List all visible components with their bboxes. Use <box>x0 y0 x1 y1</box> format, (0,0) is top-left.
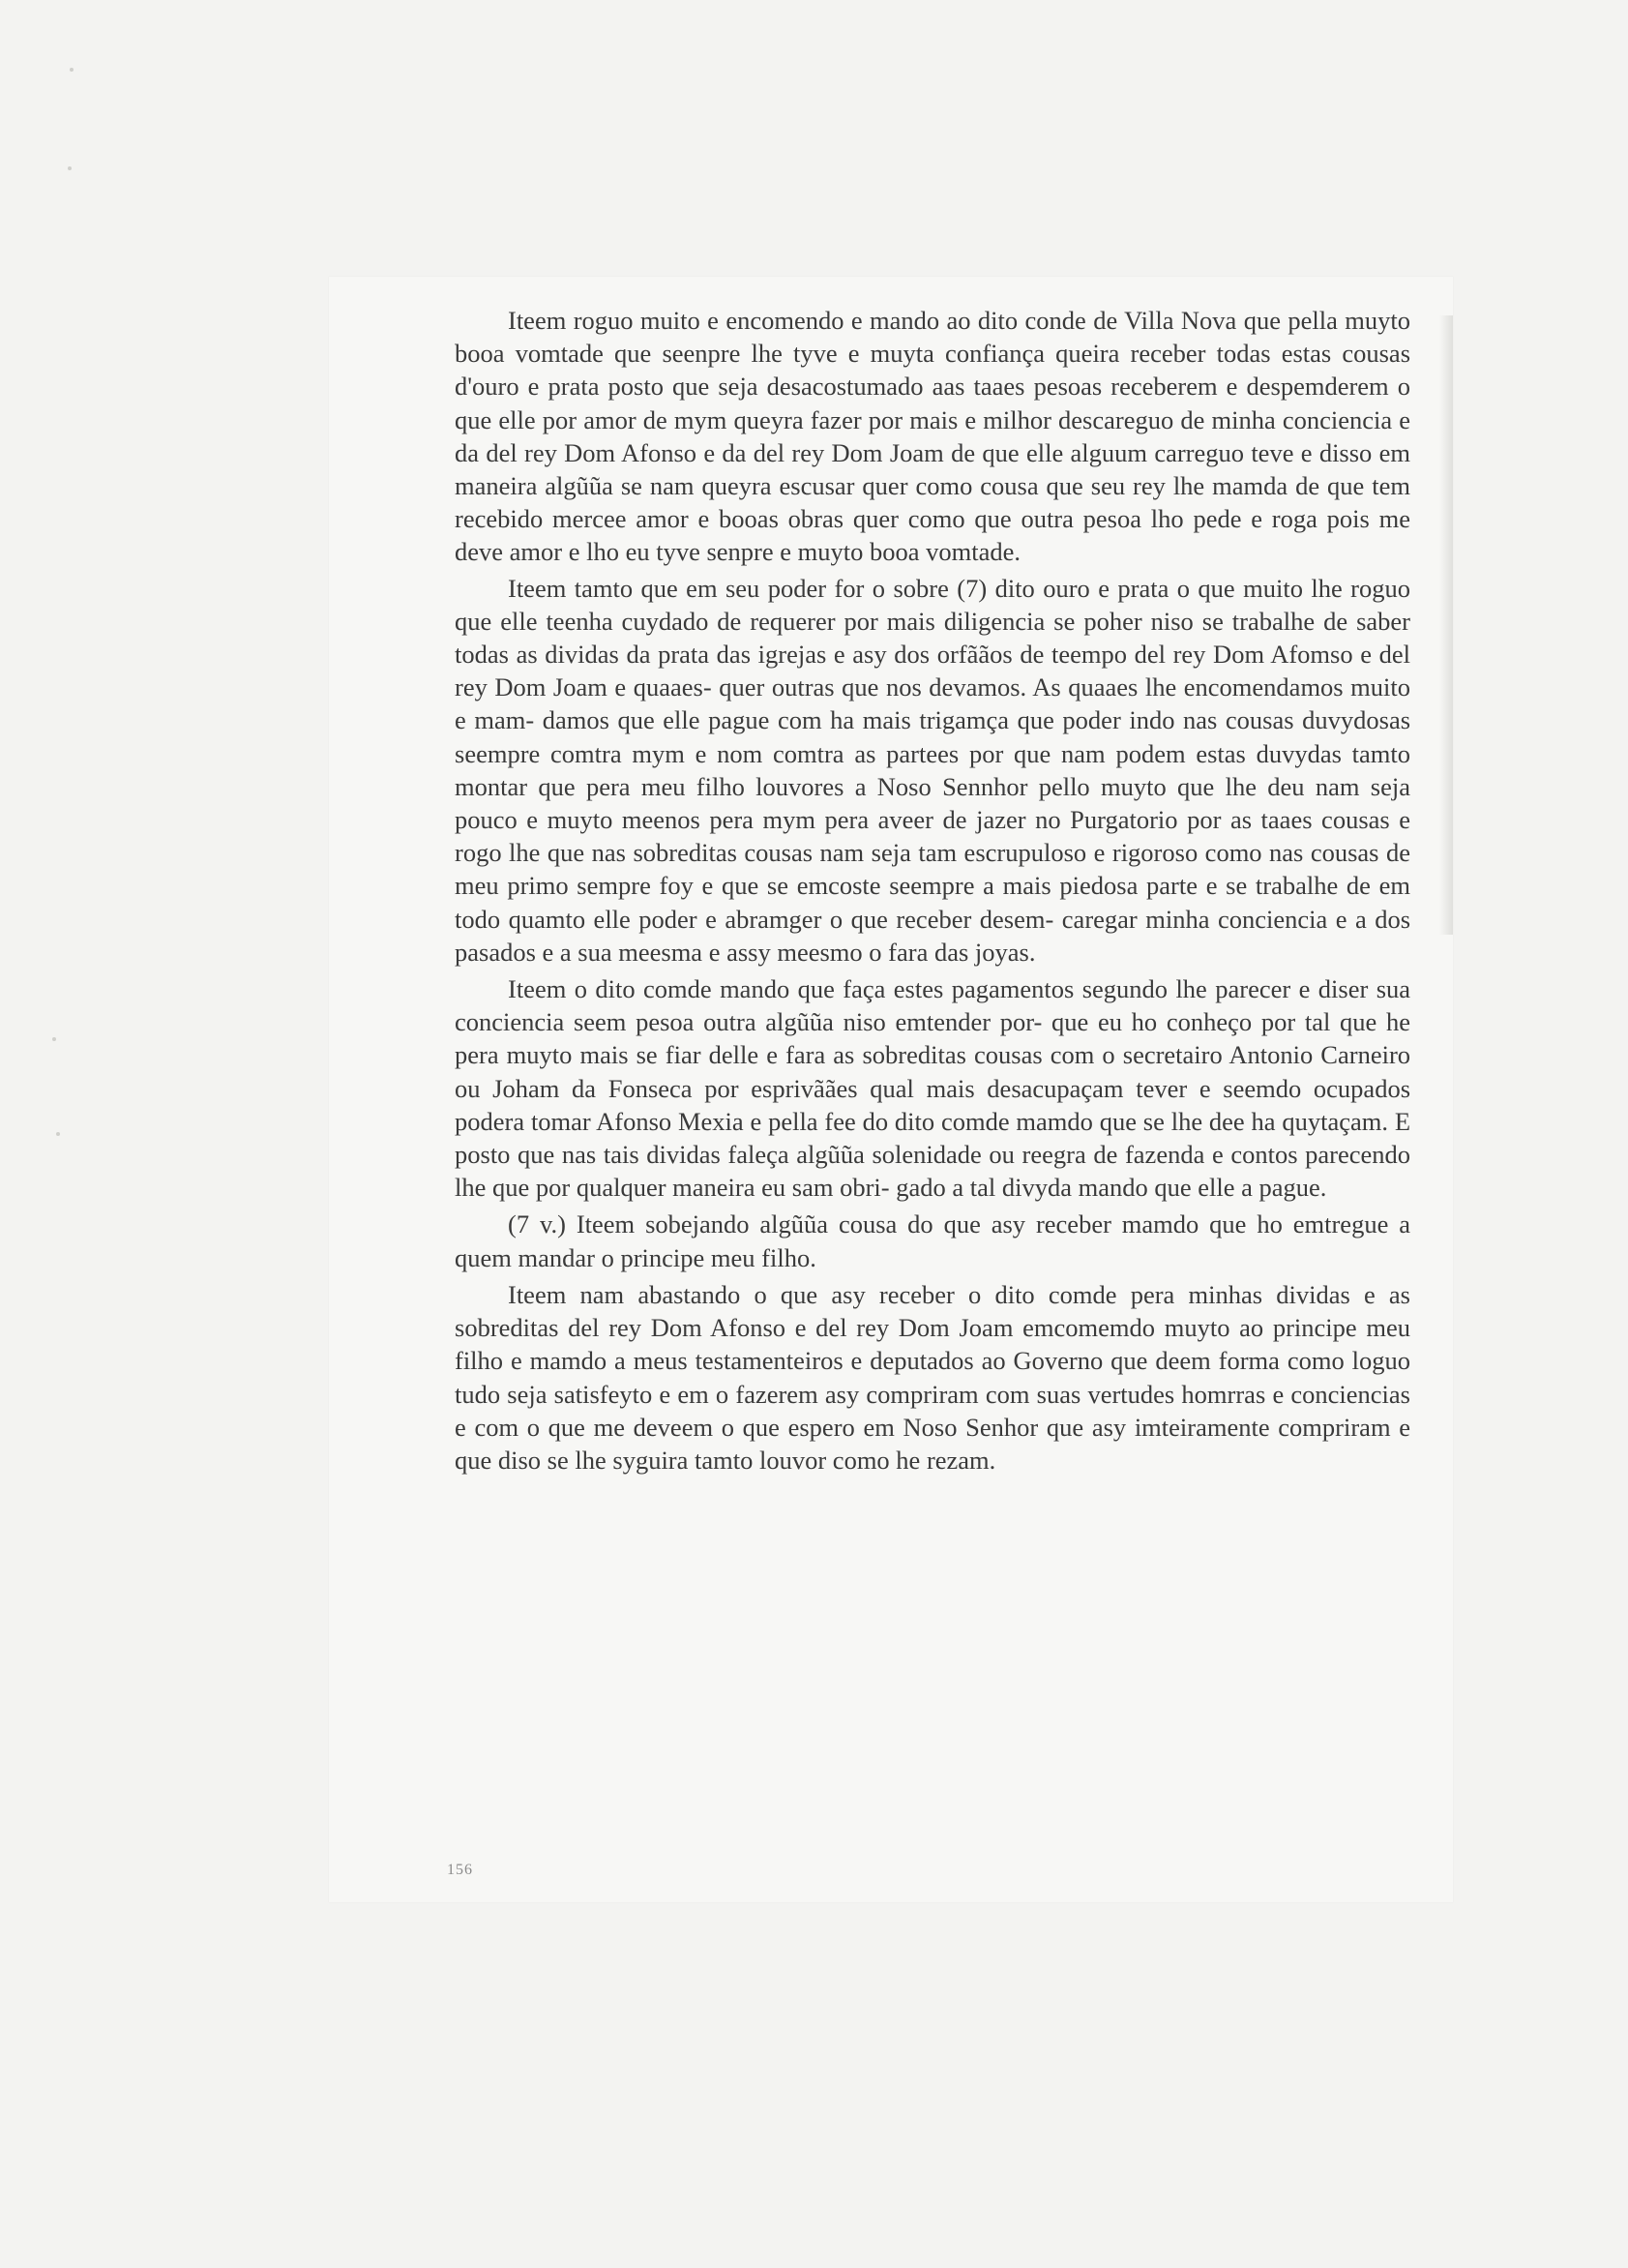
text-line: que eu ho conheço por tal que he pera muyto mais se fiar delle e fara as <box>455 1007 1410 1070</box>
text-line: Iteem nam abastando o que asy receber o dito comde pera minhas <box>508 1279 1263 1309</box>
text-line: e se trabalhe de em todo quamto elle poder e abramger o que receber desem- <box>455 871 1411 934</box>
text-line: booa vomtade. <box>870 537 1021 567</box>
document-page <box>329 277 1453 1902</box>
text-line: damos que elle pague com ha mais trigamça que poder indo nas cousas <box>542 705 1294 735</box>
text-line: se poher niso se trabalhe de saber todas as dividas da prata das igrejas e asy <box>455 606 1411 670</box>
text-line: dos orfããos de teempo del rey Dom Afomso e del rey Dom Joam e quaaes- <box>455 640 1411 702</box>
text-line: mym pera aveer de jazer no Purgatorio por as taaes cousas e rogo lhe que <box>455 805 1411 868</box>
text-line: Sennhor pello muyto que lhe deu nam seja pouco e muyto meenos pera <box>455 771 1410 835</box>
text-line: quer outras que nos devamos. As quaaes lhe encomendamos muito e mam- <box>455 672 1410 735</box>
text-line: (7 v.) Iteem sobejando algũũa cousa do que asy receber mamdo que ho <box>508 1209 1283 1239</box>
text-line: receber todas estas cousas d'ouro e prata posto que seja desacostumado aas <box>455 339 1411 402</box>
document-body <box>455 304 1410 1480</box>
text-line: tomar Afonso Mexia e pella fee do dito comde mamdo que se lhe dee ha <box>530 1106 1276 1136</box>
text-line: Iteem o dito comde mando que faça estes pagamentos segundo lhe <box>508 974 1207 1004</box>
text-line: que pella muyto booa vomtade que seenpre lhe tyve e muyta confiança queira <box>455 306 1411 369</box>
paragraph-5 <box>455 1278 1410 1477</box>
text-line: mamda de que tem recebido mercee amor e booas obras quer como que <box>455 471 1411 534</box>
paragraph-3 <box>455 972 1410 1204</box>
text-line: nas sobreditas cousas nam seja tam escrupuloso e rigoroso como nas cousas <box>591 838 1379 868</box>
page-number: 156 <box>447 1862 473 1878</box>
text-line: por esprivãães qual mais desacupaçam tever e seemdo ocupados podera <box>455 1073 1411 1136</box>
text-line: deveem o que espero em Noso Senhor que asy imteiramente compriram e <box>633 1412 1410 1442</box>
text-line: ao Governo que deem forma como loguo tudo seja satisfeyto e em o fazerem <box>455 1346 1410 1409</box>
paragraph-2 <box>455 572 1410 969</box>
paragraph-1 <box>455 304 1410 569</box>
text-line: de meu primo sempre foy e que se emcoste seempre a mais piedosa parte <box>455 838 1410 901</box>
text-line: caregar minha conciencia e a dos pasados e a sua meesma e assy meesmo <box>455 904 1411 967</box>
text-line: asy compriram com suas vertudes homrras e conciencias e com o que me <box>455 1379 1410 1442</box>
text-line: maneira algũũa se nam queyra escusar quer como cousa que seu rey lhe <box>455 471 1205 501</box>
text-line: taaes pesoas receberem e despemderem o que elle por amor de mym queyra <box>455 372 1410 434</box>
text-line: gado a tal divyda mando que elle a pague. <box>896 1173 1327 1203</box>
text-line: de fazenda e contos parecendo lhe que por qualquer maneira eu sam obri- <box>455 1140 1410 1203</box>
text-line: que diso se lhe syguira tamto louvor como he rezam. <box>455 1445 996 1475</box>
text-line: Iteem roguo muito e encomendo e mando ao dito conde de Villa Nova <box>508 306 1237 335</box>
text-line: Afonso e da del rey Dom Joam de que elle alguum carreguo teve e disso em <box>621 437 1410 467</box>
text-line: fazer por mais e milhor descareguo de minha conciencia e da del rey Dom <box>455 404 1411 467</box>
paragraph-4 <box>455 1208 1410 1273</box>
text-line: parecer e diser sua conciencia seem pesoa outra algũũa niso emtender por- <box>455 974 1411 1037</box>
text-line: dividas e as sobreditas del rey Dom Afonso e del rey Dom Joam emcomemdo <box>455 1279 1410 1343</box>
text-line: sobreditas cousas com o secretairo Antonio Carneiro ou Joham da Fonseca <box>455 1040 1411 1103</box>
text-line: duvydosas seempre comtra mym e nom comtra as partees por que nam <box>455 705 1411 768</box>
text-line: Iteem tamto que em seu poder for o sobre (7) dito ouro e prata o que <box>508 573 1235 603</box>
text-line: outra pesoa lho pede e roga pois me deve amor e lho eu tyve senpre e muyto <box>455 504 1410 567</box>
text-line: o fara das joyas. <box>869 937 1036 967</box>
text-line: quytaçam. E posto que nas tais dividas faleça algũũa solenidade ou reegra <box>455 1106 1411 1170</box>
text-line: muito lhe roguo que elle teenha cuydado de requerer por mais diligencia <box>455 573 1410 636</box>
text-line: muyto ao principe meu filho e mamdo a meus testamenteiros e deputados <box>455 1313 1411 1376</box>
text-line: emtregue a quem mandar o principe meu filho. <box>455 1209 1410 1272</box>
text-line: podem estas duvydas tamto montar que pera meu filho louvores a Noso <box>455 738 1411 801</box>
